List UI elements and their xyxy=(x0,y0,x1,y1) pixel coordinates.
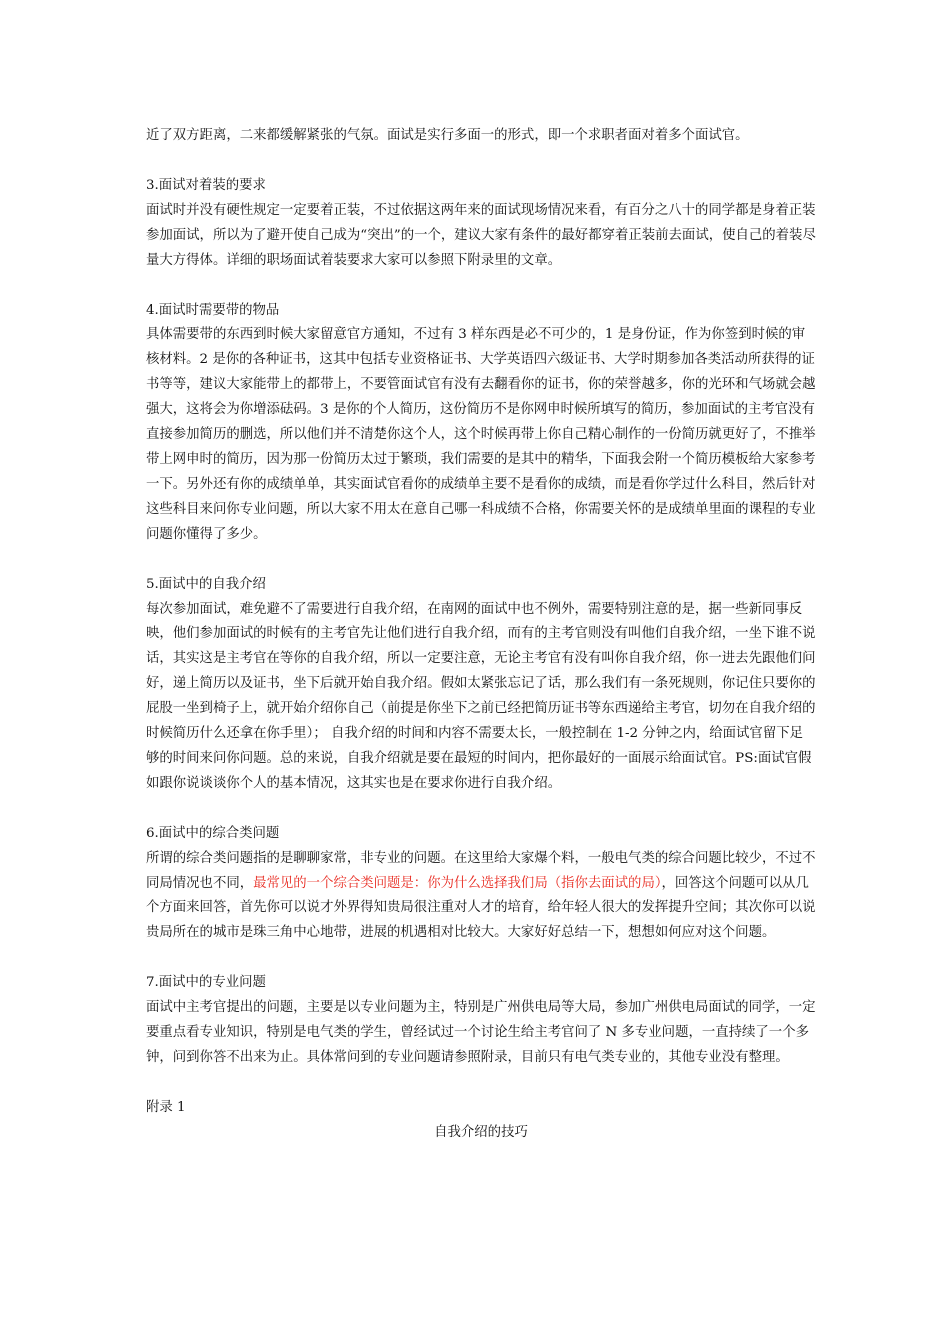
intro-paragraph: 近了双方距离，二来都缓解紧张的气氛。面试是实行多面一的形式，即一个求职者面对着多个面试官。 xyxy=(146,128,749,143)
highlighted-text: 最常见的一个综合类问题是：你为什么选择我们局（指你去面试的局） xyxy=(253,875,662,891)
body-text: 所谓的综合类问题指的是聊聊家常，非专业的问题。在这里给大家爆个料，一般电气类的综合问题比较少，不过不同局情况也不同， xyxy=(146,850,816,891)
document-body xyxy=(146,124,816,1146)
section-body xyxy=(146,847,816,947)
section-body: 每次参加面试，难免避不了需要进行自我介绍，在南网的面试中也不例外，需要特别注意的是，据一些新同事反映，他们参加面试的时候有的主考官先让他们进行自我介绍，而有的主考官则没有叫他们自我介绍，一坐下谁不说话，其实这是主考官在等你的自我介绍，所以一定要注意，无论主考官有没有叫你自我介绍，你一进去先跟他们问好，递上简历以及证书，坐下后就开始自我介绍。假如太紧张忘记了话，那么我们有一条死规则，你记住只要你的屁股一坐到椅子上，就开始介绍你自己（前提是你坐下之前已经把简历证书等东西递给主考官，切勿在自我介绍的时候简历什么还拿在你手里）； 自我介绍的时间和内容不需要太长，一般控制在 1-2 分钟之内，给面试官留下足够的时间来问你问题。总的来说，自我介绍就是要在最短的时间内，把你最好的一面展示给面试官。PS:面试官假如跟你说谈谈你个人的基本情况，这其实也是在要求你进行自我介绍。 xyxy=(146,601,816,791)
section-professional-questions xyxy=(146,971,816,1071)
section-body: 具体需要带的东西到时候大家留意官方通知，不过有 3 样东西是必不可少的，1 是身份证，作为你签到时候的审核材料。2 是你的各种证书，这其中包括专业资格证书、大学英语四六级证书、大学时期参加各类活动所获得的证书等等，建议大家能带上的都带上，不要管面试官有没有去翻看你的证书，你的荣誉越多，你的光环和气场就会越强大，这将会为你增添砝码。3 是你的个人简历，这份简历不是你网申时候所填写的简历，参加面试的主考官没有直接参加简历的删选，所以他们并不清楚你这个人，这个时候再带上你自己精心制作的一份简历就更好了，不推举带上网申时的简历，因为那一份简历太过于繁琐，我们需要的是其中的精华，下面我会附一个简历模板给大家参考一下。另外还有你的成绩单单，其实面试官看你的成绩单主要不是看你的成绩，而是看你学过什么科目，然后针对这些科目来问你专业问题，所以大家不用太在意自己哪一科成绩不合格，你需要关怀的是成绩单里面的课程的专业问题你懂得了多少。 xyxy=(146,327,816,542)
section-heading: 6.面试中的综合类问题 xyxy=(146,825,280,841)
appendix-label: 附录 1 xyxy=(146,1099,186,1115)
section-items-to-bring xyxy=(146,299,816,548)
body-text: ，回答这个问题可以从几个方面来回答，首先你可以说才外界得知贵局很注重对人才的培育，给年轻人很大的发挥提升空间；其次你可以说贵局所在的城市是珠三角中心地带，进展的机遇相对比较大。大家好好总结一下，想想如何应对这个问题。 xyxy=(146,875,816,941)
appendix xyxy=(146,1096,816,1146)
section-body: 面试时并没有硬性规定一定要着正装，不过依据这两年来的面试现场情况来看，有百分之八十的同学都是身着正装参加面试，所以为了避开使自己成为“突出”的一个，建议大家有条件的最好都穿着正装前去面试，使自己的着装尽量大方得体。详细的职场面试着装要求大家可以参照下附录里的文章。 xyxy=(146,202,816,268)
section-heading: 3.面试对着装的要求 xyxy=(146,177,266,193)
section-heading: 5.面试中的自我介绍 xyxy=(146,576,266,592)
section-self-introduction xyxy=(146,573,816,797)
section-attire xyxy=(146,174,816,274)
section-body: 面试中主考官提出的问题，主要是以专业问题为主，特别是广州供电局等大局，参加广州供电局面试的同学，一定要重点看专业知识，特别是电气类的学生，曾经试过一个讨论生给主考官问了 N 多专业问题，一直持续了一个多钟，问到你答不出来为止。具体常问到的专业问题请参照附录，目前只有电气类专业的，其他专业没有整理。 xyxy=(146,1000,816,1065)
section-heading: 7.面试中的专业问题 xyxy=(146,975,266,991)
appendix-title: 自我介绍的技巧 xyxy=(434,1124,528,1140)
section-heading: 4.面试时需要带的物品 xyxy=(146,302,280,318)
section-general-questions xyxy=(146,822,816,947)
